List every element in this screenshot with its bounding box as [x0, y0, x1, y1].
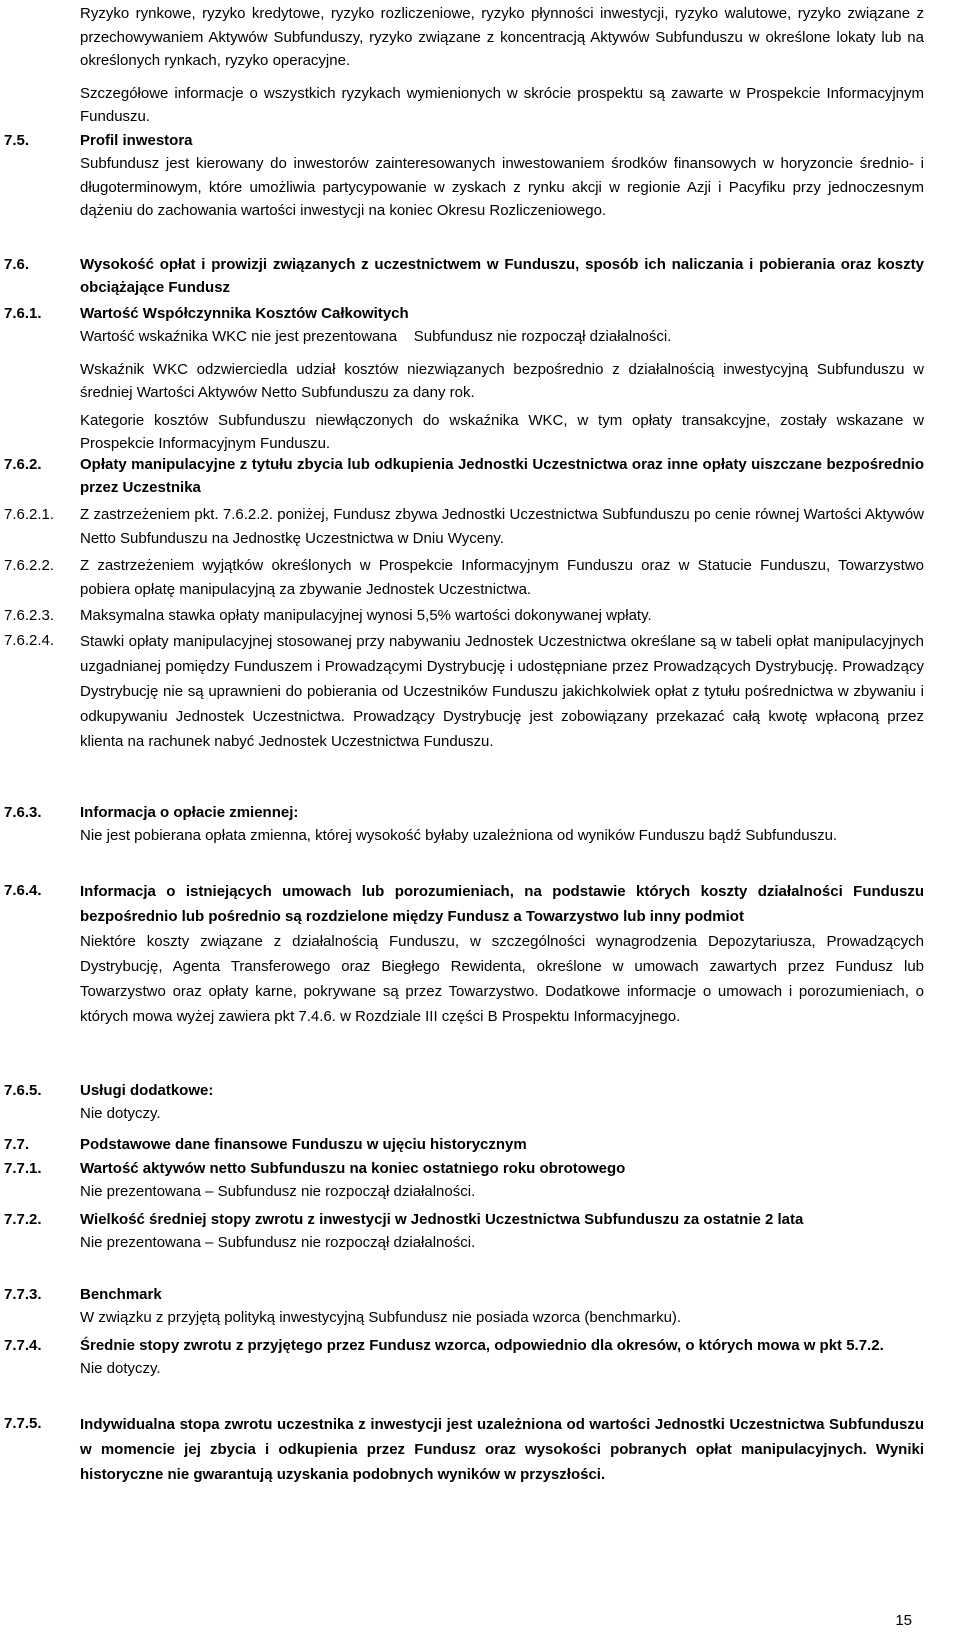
section-7-7 — [4, 1133, 924, 1156]
section-heading: Średnie stopy zwrotu z przyjętego przez Fundusz wzorca, odpowiednio dla okresów, o których mowa w pkt 5.7.2. — [80, 1337, 884, 1354]
section-heading: Indywidualna stopa zwrotu uczestnika z inwestycji jest uzależniona od wartości Jednostki Uczestnictwa Subfunduszu w momencie jej zbycia i odkupienia przez Fundusz oraz wysokości pobranych opłat manipulacyjnych. Wyniki historyczne nie gwarantują uzyskania podobnych wyników w przyszłości. — [80, 1416, 924, 1483]
section-number: 7.7.3. — [4, 1286, 42, 1303]
section-paragraph: Z zastrzeżeniem pkt. 7.6.2.2. poniżej, Fundusz zbywa Jednostki Uczestnictwa Subfunduszu po cenie równej Wartości Aktywów Netto Subfunduszu na Jednostkę Uczestnictwa w Dniu Wyceny. — [80, 506, 924, 547]
section-number: 7.6.2.3. — [4, 607, 55, 624]
section-7-7-5 — [4, 1412, 924, 1487]
section-7-7-4 — [4, 1334, 924, 1381]
section-7-6-2-3 — [4, 604, 924, 628]
section-paragraph: Nie dotyczy. — [80, 1360, 161, 1377]
section-7-6-2-4 — [4, 629, 924, 754]
section-number: 7.6.2.1. — [4, 506, 55, 523]
section-paragraph: Nie prezentowana – Subfundusz nie rozpoczął działalności. — [80, 1234, 476, 1251]
section-7-6-3 — [4, 801, 924, 848]
section-paragraph: W związku z przyjętą polityką inwestycyjną Subfundusz nie posiada wzorca (benchmarku). — [80, 1309, 682, 1326]
section-number: 7.6. — [4, 256, 30, 273]
section-7-7-1 — [4, 1157, 924, 1204]
section-heading: Podstawowe dane finansowe Funduszu w ujęciu historycznym — [80, 1136, 527, 1153]
section-paragraph: Nie jest pobierana opłata zmienna, której wysokość byłaby uzależniona od wyników Funduszu bądź Subfunduszu. — [80, 827, 838, 844]
section-7-6-5 — [4, 1079, 924, 1126]
section-7-6-2-2 — [4, 554, 924, 601]
risk-list-paragraph: Ryzyko rynkowe, ryzyko kredytowe, ryzyko rozliczeniowe, ryzyko płynności inwestycji, ryzyko walutowe, ryzyko związane z przechowywaniem Aktywów Subfunduszy, ryzyko związane z koncentracją Aktywów Subfunduszu w określone lokaty lub na określonych rynkach, ryzyko operacyjne. — [80, 5, 924, 69]
section-paragraph: Z zastrzeżeniem wyjątków określonych w Prospekcie Informacyjnym Funduszu oraz w Statucie Funduszu, Towarzystwo pobiera opłatę manipulacyjną za zbywanie Jednostek Uczestnictwa. — [80, 557, 924, 598]
risk-intro — [4, 2, 924, 129]
section-paragraph: Subfundusz jest kierowany do inwestorów zainteresowanych inwestowaniem środków finansowych w horyzoncie średnio- i długoterminowym, które umożliwia partycypowanie w zyskach z rynku akcji w regionie Azji i Pacyfiku przy jednoczesnym dążeniu do zachowania wartości inwestycji na koniec Okresu Rozliczeniowego. — [80, 155, 924, 219]
section-7-7-3 — [4, 1283, 924, 1330]
section-heading: Wartość Współczynnika Kosztów Całkowitych — [80, 305, 409, 322]
section-heading: Wielkość średniej stopy zwrotu z inwestycji w Jednostki Uczestnictwa Subfunduszu za ostatnie 2 lata — [80, 1211, 804, 1228]
section-paragraph: Wartość wskaźnika WKC nie jest prezentowana Subfundusz nie rozpoczął działalności. — [80, 328, 672, 345]
section-paragraph: Niektóre koszty związane z działalnością Funduszu, w szczególności wynagrodzenia Depozytariusza, Prowadzących Dystrybucję, Agenta Transferowego oraz Biegłego Rewidenta, określone w umowach zawartych przez Fundusz lub Towarzystwo oraz opłaty karne, pokrywane są przez Towarzystwo. Dodatkowe informacje o umowach i porozumieniach, o których mowa wyżej zawiera pkt 7.4.6. w Rozdziale III części B Prospektu Informacyjnego. — [80, 933, 924, 1025]
page-number: 15 — [895, 1612, 912, 1629]
section-paragraph: Kategorie kosztów Subfunduszu niewłączonych do wskaźnika WKC, w tym opłaty transakcyjne, zostały wskazane w Prospekcie Informacyjnym Funduszu. — [80, 411, 924, 452]
section-heading: Informacja o opłacie zmiennej: — [80, 804, 299, 821]
section-number: 7.6.4. — [4, 882, 42, 899]
section-paragraph: Nie dotyczy. — [80, 1105, 161, 1122]
section-paragraph: Stawki opłaty manipulacyjnej stosowanej przy nabywaniu Jednostek Uczestnictwa określane są w tabeli opłat manipulacyjnych uzgadnianej pomiędzy Funduszem i Prowadzącymi Dystrybucję i udostępniane przez Prowadzących Dystrybucję. Prowadzący Dystrybucję nie są uprawnieni do pobierania od Uczestników Funduszu jakichkolwiek opłat z tytułu pośrednictwa w zbywaniu i odkupywaniu Jednostek Uczestnictwa. Prowadzący Dystrybucję jest zobowiązany przekazać całą kwotę wpłaconą przez klienta na rachunek nabyć Jednostek Uczestnictwa Funduszu. — [80, 633, 924, 750]
section-heading: Profil inwestora — [80, 132, 193, 149]
section-7-6-1 — [4, 302, 924, 456]
section-number: 7.6.2.4. — [4, 632, 55, 649]
section-number: 7.5. — [4, 132, 30, 149]
section-heading: Benchmark — [80, 1286, 162, 1303]
section-number: 7.6.3. — [4, 804, 42, 821]
section-number: 7.6.2.2. — [4, 557, 55, 574]
section-number: 7.7. — [4, 1136, 30, 1153]
section-paragraph: Maksymalna stawka opłaty manipulacyjnej wynosi 5,5% wartości dokonywanej wpłaty. — [80, 607, 652, 624]
section-heading: Wysokość opłat i prowizji związanych z uczestnictwem w Funduszu, sposób ich naliczania i pobierania oraz koszty obciążające Fundusz — [80, 256, 924, 296]
section-7-6-2-1 — [4, 503, 924, 550]
section-7-5 — [4, 129, 924, 223]
section-number: 7.6.2. — [4, 456, 42, 473]
section-heading: Wartość aktywów netto Subfunduszu na koniec ostatniego roku obrotowego — [80, 1160, 626, 1177]
section-7-6-2 — [4, 453, 924, 499]
section-number: 7.7.4. — [4, 1337, 42, 1354]
section-number: 7.7.2. — [4, 1211, 42, 1228]
section-7-7-2 — [4, 1208, 924, 1255]
section-paragraph: Wskaźnik WKC odzwierciedla udział kosztów niezwiązanych bezpośrednio z działalnością inwestycyjną Subfunduszu w średniej Wartości Aktywów Netto Subfunduszu za dany rok. — [80, 360, 924, 401]
section-heading: Usługi dodatkowe: — [80, 1082, 214, 1099]
section-number: 7.6.1. — [4, 305, 42, 322]
section-number: 7.7.1. — [4, 1160, 42, 1177]
section-number: 7.6.5. — [4, 1082, 42, 1099]
section-7-6-4 — [4, 879, 924, 1029]
section-7-6 — [4, 253, 924, 299]
section-paragraph: Nie prezentowana – Subfundusz nie rozpoczął działalności. — [80, 1183, 476, 1200]
section-heading: Informacja o istniejących umowach lub porozumieniach, na podstawie których koszty działalności Funduszu bezpośrednio lub pośrednio są rozdzielone między Fundusz a Towarzystwo lub inny podmiot — [80, 883, 924, 925]
risk-details-paragraph: Szczegółowe informacje o wszystkich ryzykach wymienionych w skrócie prospektu są zawarte w Prospekcie Informacyjnym Funduszu. — [80, 84, 924, 125]
section-number: 7.7.5. — [4, 1415, 42, 1432]
section-heading: Opłaty manipulacyjne z tytułu zbycia lub odkupienia Jednostki Uczestnictwa oraz inne opłaty uiszczane bezpośrednio przez Uczestnika — [80, 456, 924, 496]
